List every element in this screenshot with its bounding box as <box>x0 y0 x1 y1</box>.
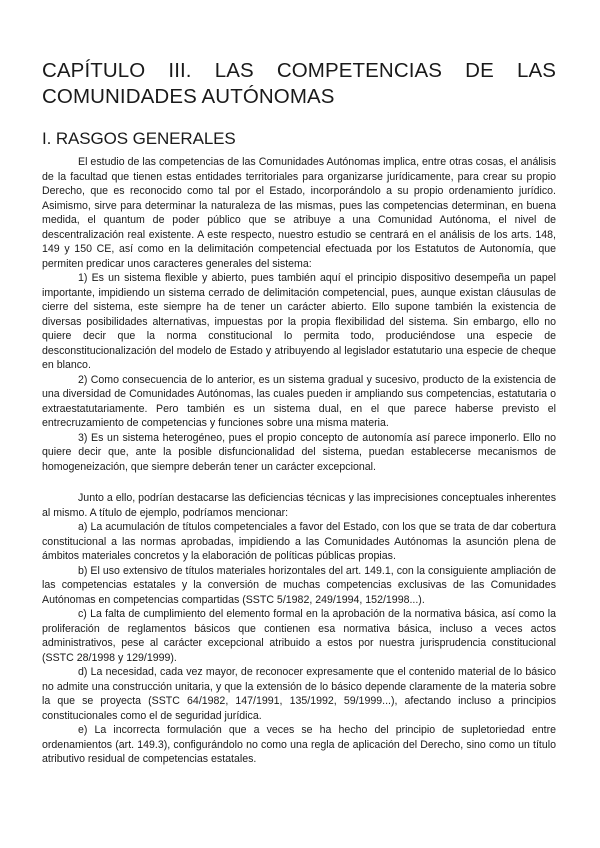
document-page <box>42 58 556 767</box>
section-title: I. RASGOS GENERALES <box>42 129 236 148</box>
paragraph-item-1: 1) Es un sistema flexible y abierto, pues también aquí el principio dispositivo desempeña un papel importante, impidiendo un sistema cerrado de delimitación competencial, pues, aunque existan cláusulas de cierre del sistema, este siempre ha de tener un carácter abierto. Ello supone también la existencia de diversas posibilidades alternativas, impuestas por la propia flexibilidad del sistema. Sin embargo, ello no quiere decir que la norma constitucional lo permita todo, produciéndose una especie de desconstitucionalización del modelo de Estado y atribuyendo al legislador estatutario una especie de cheque en blanco. <box>42 272 556 371</box>
chapter-title-line-1: CAPÍTULO III. LAS COMPETENCIAS DE LAS <box>42 59 556 82</box>
paragraph-item-3: 3) Es un sistema heterogéneo, pues el propio concepto de autonomía así parece imponerlo. Ello no quiere decir que, ante la posible disfuncionalidad del sistema, puedan establecerse mecanismos de homogeneización, que siempre deberán tener un carácter excepcional. <box>42 431 556 473</box>
paragraph-intro: El estudio de las competencias de las Comunidades Autónomas implica, entre otras cosas, el análisis de la facultad que tienen estas entidades territoriales para organizarse jurídicamente, para crear su propio Derecho, que es reconocido como tal por el Estado, incorporándolo a su propio ordenamiento jurídico. Asimismo, sirve para determinar la naturaleza de las mismas, pues las competencias determinan, en buena medida, el quantum de poder público que se atribuye a una Comunidad Autónoma, el nivel de descentralización real existente. A este respecto, nuestro estudio se centrará en el análisis de los arts. 148, 149 y 150 CE, así como en la delimitación competencial efectuada por los Estatutos de Autonomía, que permiten predicar unos caracteres generales del sistema: <box>42 156 556 270</box>
paragraph-item-a: a) La acumulación de títulos competenciales a favor del Estado, con los que se trata de dar cobertura constitucional a las normas aprobadas, impidiendo a las Comunidades Autónomas la asunción plena de ámbitos materiales concretos y la elaboración de políticas públicas propias. <box>42 521 556 562</box>
paragraph-item-b: b) El uso extensivo de títulos materiales horizontales del art. 149.1, con la consiguiente ampliación de las competencias estatales y la conversión de muchas competencias exclusivas de las Comunidades Autónomas en competencias compartidas (SSTC 5/1982, 249/1994, 152/1998...). <box>42 564 556 606</box>
paragraph-item-c: c) La falta de cumplimiento del elemento formal en la aprobación de la normativa básica, así como la proliferación de reglamentos básicos que contienen esa normativa básica, incluso a veces actos administrativos, pese al carácter excepcional atribuido a estos por nuestra jurisprudencia constitucional (SSTC 28/1998 y 129/1999). <box>42 608 556 664</box>
chapter-title-line-2: COMUNIDADES AUTÓNOMAS <box>42 85 335 108</box>
paragraph-item-d: d) La necesidad, cada vez mayor, de reconocer expresamente que el contenido material de lo básico no admite una construcción unitaria, y que la extensión de lo básico depende claramente de la materia sobre la que se proyecta (SSTC 64/1982, 147/1991, 135/1992, 59/1999...), afectando incluso a principios constitucionales como el de seguridad jurídica. <box>42 666 556 722</box>
paragraph-deficiencies: Junto a ello, podrían destacarse las deficiencias técnicas y las imprecisiones conceptuales inherentes al mismo. A título de ejemplo, podríamos mencionar: <box>42 492 556 519</box>
paragraph-item-e: e) La incorrecta formulación que a veces se ha hecho del principio de supletoriedad entre ordenamientos (art. 149.3), configurándolo no como una regla de aplicación del Derecho, sino como un título atributivo residual de competencias estatales. <box>42 724 556 765</box>
paragraph-item-2: 2) Como consecuencia de lo anterior, es un sistema gradual y sucesivo, producto de la existencia de una diversidad de Comunidades Autónomas, las cuales pueden ir ampliando sus competencias, estatutaria o extraestatutariamente. Pero también es un sistema dual, en el que parece haberse previsto el entrecruzamiento de competencias y funciones sobre una misma materia. <box>42 373 556 429</box>
chapter-title <box>42 58 556 110</box>
body-text <box>42 155 556 767</box>
